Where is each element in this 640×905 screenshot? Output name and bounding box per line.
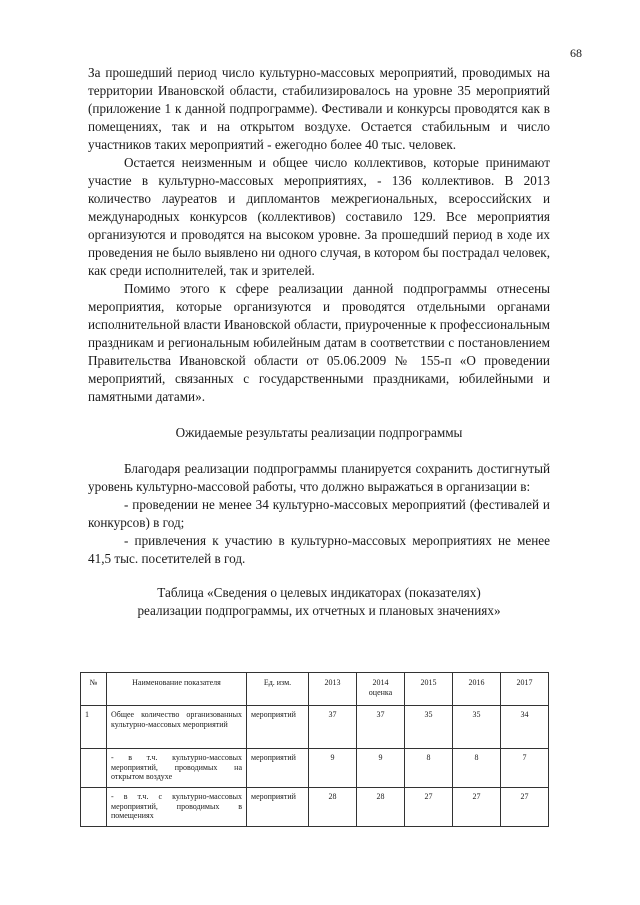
table-header-cell: 2017 [501, 673, 549, 706]
table-header-cell: 2015 [405, 673, 453, 706]
value-cell: 35 [453, 706, 501, 749]
paragraph: Остается неизменным и общее число коллективов, которые принимают участие в культурно-массовых мероприятиях, - 136 коллективов. В 2013 количество лауреатов и дипломантов межрегиональных, всероссийских и международных конкурсов (коллективов) составило 129. Все мероприятия организуются и проводятся на высоком уровне. За прошедший период в ходе их проведения не было выявлено ни одного случая, в котором бы пострадал человек, как среди исполнителей, так и зрителей. [88, 155, 550, 278]
row-number [81, 749, 107, 788]
table-caption [88, 584, 550, 620]
value-cell: 34 [501, 706, 549, 749]
section-heading: Ожидаемые результаты реализации подпрограммы [175, 425, 463, 440]
results-item: - проведении не менее 34 культурно-массовых мероприятий (фестивалей и конкурсов) в год; [88, 497, 550, 530]
table-caption-line: Таблица «Сведения о целевых индикаторах (показателях) [157, 585, 481, 600]
indicator-name: Общее количество организованных культурно-массовых мероприятий [107, 706, 247, 749]
document-body [88, 64, 550, 620]
table-header-cell: 2013 [309, 673, 357, 706]
table-caption-line: реализации подпрограммы, их отчетных и плановых значениях» [137, 603, 501, 618]
value-cell: 27 [405, 788, 453, 827]
table-header-cell: 2014 оценка [357, 673, 405, 706]
results-intro: Благодаря реализации подпрограммы планируется сохранить достигнутый уровень культурно-массовой работы, что должно выражаться в организации в: [88, 461, 550, 494]
value-cell: 8 [405, 749, 453, 788]
value-cell: 8 [453, 749, 501, 788]
indicator-name: - в т.ч. культурно-массовых мероприятий, проводимых на открытом воздухе [107, 749, 247, 788]
paragraph: За прошедший период число культурно-массовых мероприятий, проводимых на территории Ивановской области, стабилизировалось на уровне 35 мероприятий (приложение 1 к данной подпрограмме). Фестивали и конкурсы проводятся как в помещениях, так и на открытом воздухе. Остается стабильным и число участников таких мероприятий - ежегодно более 40 тыс. человек. [88, 65, 550, 152]
row-number: 1 [81, 706, 107, 749]
unit-cell: мероприятий [247, 788, 309, 827]
table-header-cell: № [81, 673, 107, 706]
table-header-row [81, 673, 549, 706]
table-row [81, 788, 549, 827]
indicator-name: - в т.ч. с культурно-массовых мероприятий, проводимых в помещениях [107, 788, 247, 827]
value-cell: 9 [357, 749, 405, 788]
value-cell: 7 [501, 749, 549, 788]
table-row [81, 706, 549, 749]
paragraph: Помимо этого к сфере реализации данной подпрограммы отнесены мероприятия, которые организуются и проводятся отдельными органами исполнительной власти Ивановской области, приуроченные к профессиональным праздникам и региональным юбилейным датам в соответствии с постановлением Правительства Ивановской области от 05.06.2009 № 155-п «О проведении мероприятий, связанных с государственными праздниками, юбилейными и памятными датами». [88, 281, 550, 404]
indicators-table [80, 672, 549, 827]
value-cell: 35 [405, 706, 453, 749]
table-header-cell: 2016 [453, 673, 501, 706]
value-cell: 27 [453, 788, 501, 827]
page-number: 68 [570, 46, 582, 60]
value-cell: 9 [309, 749, 357, 788]
unit-cell: мероприятий [247, 706, 309, 749]
value-cell: 37 [357, 706, 405, 749]
results-item: - привлечения к участию в культурно-массовых мероприятиях не менее 41,5 тыс. посетителей в год. [88, 533, 550, 566]
value-cell: 37 [309, 706, 357, 749]
table-header-cell: Наименование показателя [107, 673, 247, 706]
row-number [81, 788, 107, 827]
unit-cell: мероприятий [247, 749, 309, 788]
table-row [81, 749, 549, 788]
value-cell: 28 [357, 788, 405, 827]
value-cell: 27 [501, 788, 549, 827]
table-header-cell: Ед. изм. [247, 673, 309, 706]
value-cell: 28 [309, 788, 357, 827]
